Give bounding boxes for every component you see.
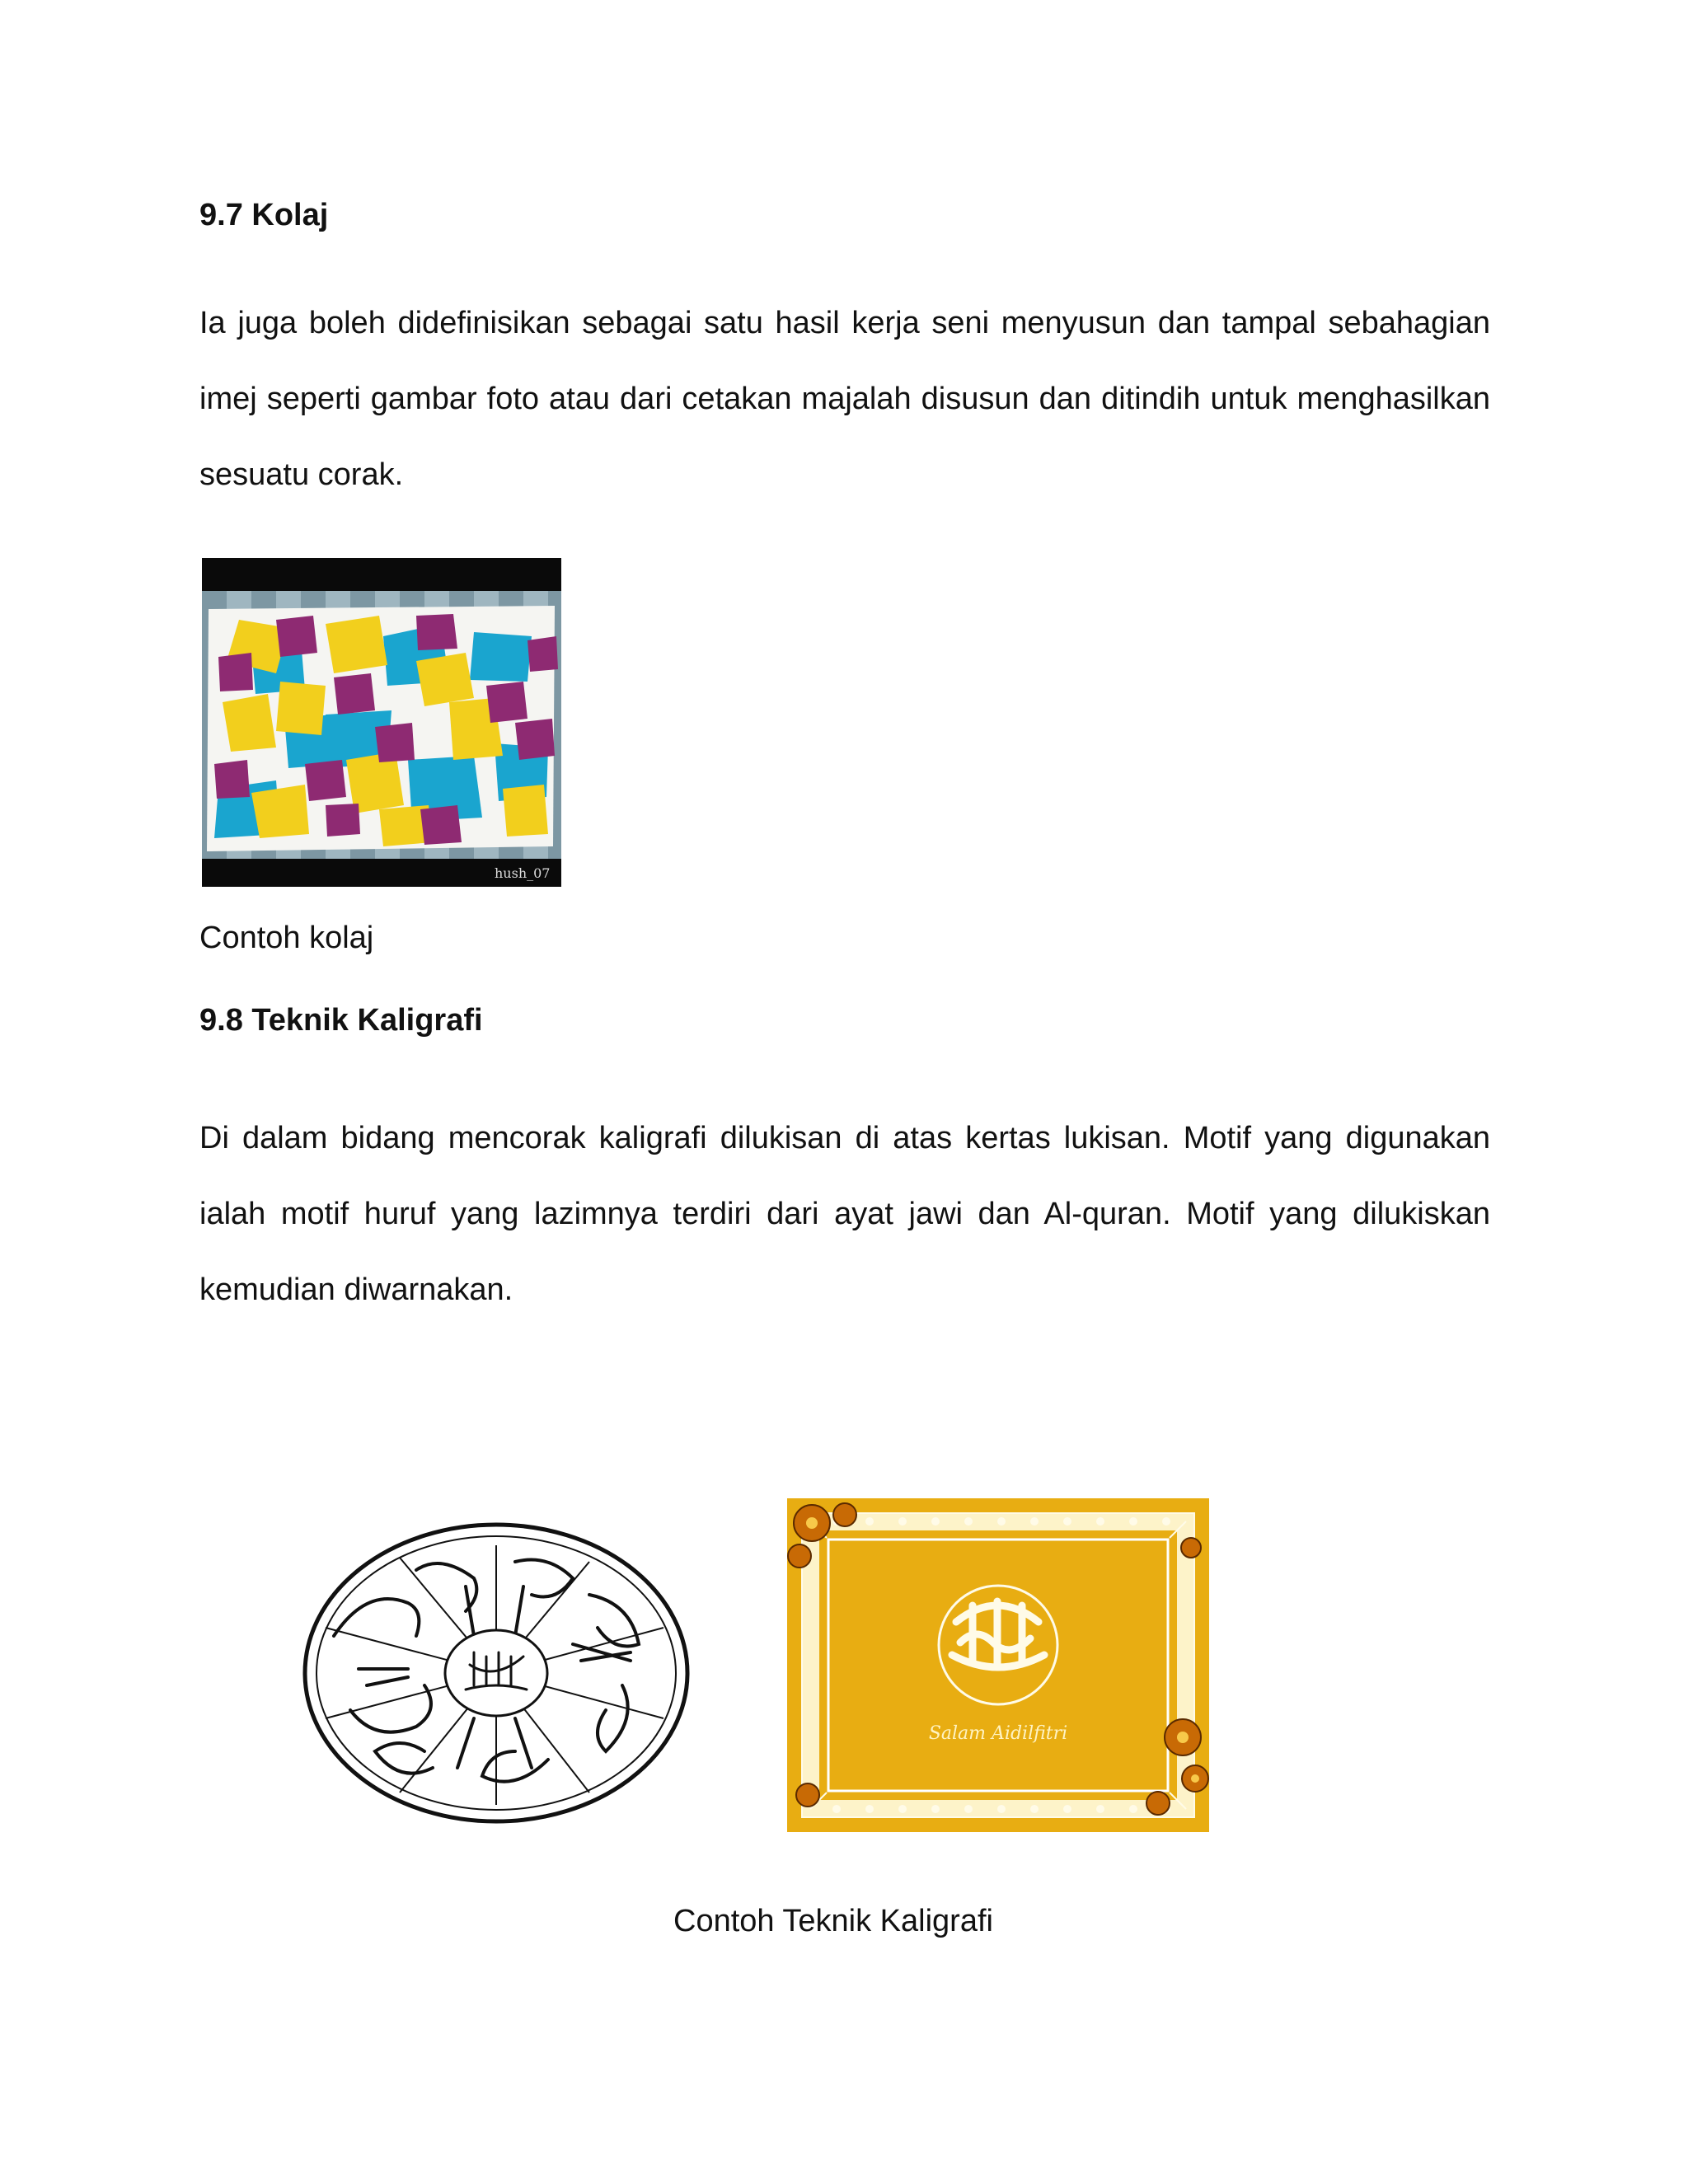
card-greeting-text: Salam Aidilfitri: [928, 1723, 1068, 1744]
paragraph-kolaj: Ia juga boleh didefinisikan sebagai satu hasil kerja seni menyusun dan tampal sebahagian imej seperti gambar foto atau dari cetakan majalah disusun dan ditindih untuk menghasilkan sesuatu corak.: [199, 306, 1490, 492]
caption-kaligrafi: Contoh Teknik Kaligrafi: [673, 1904, 993, 1938]
caption-kolaj: Contoh kolaj: [199, 921, 374, 955]
section-heading-kaligrafi: 9.8 Teknik Kaligrafi: [199, 1003, 483, 1038]
paragraph-kaligrafi: Di dalam bidang mencorak kaligrafi dilukisan di atas kertas lukisan. Motif yang digunakan ialah motif huruf yang lazimnya terdiri dari ayat jawi dan Al-quran. Motif yang dilukiskan kemudian diwarnakan.: [199, 1121, 1490, 1307]
collage-watermark: hush_07: [495, 865, 551, 881]
section-heading-kolaj: 9.7 Kolaj: [199, 198, 329, 232]
collage-image: [202, 558, 561, 887]
aidilfitri-card-image: [787, 1498, 1209, 1832]
calligraphy-roundel-image: [301, 1521, 692, 1825]
